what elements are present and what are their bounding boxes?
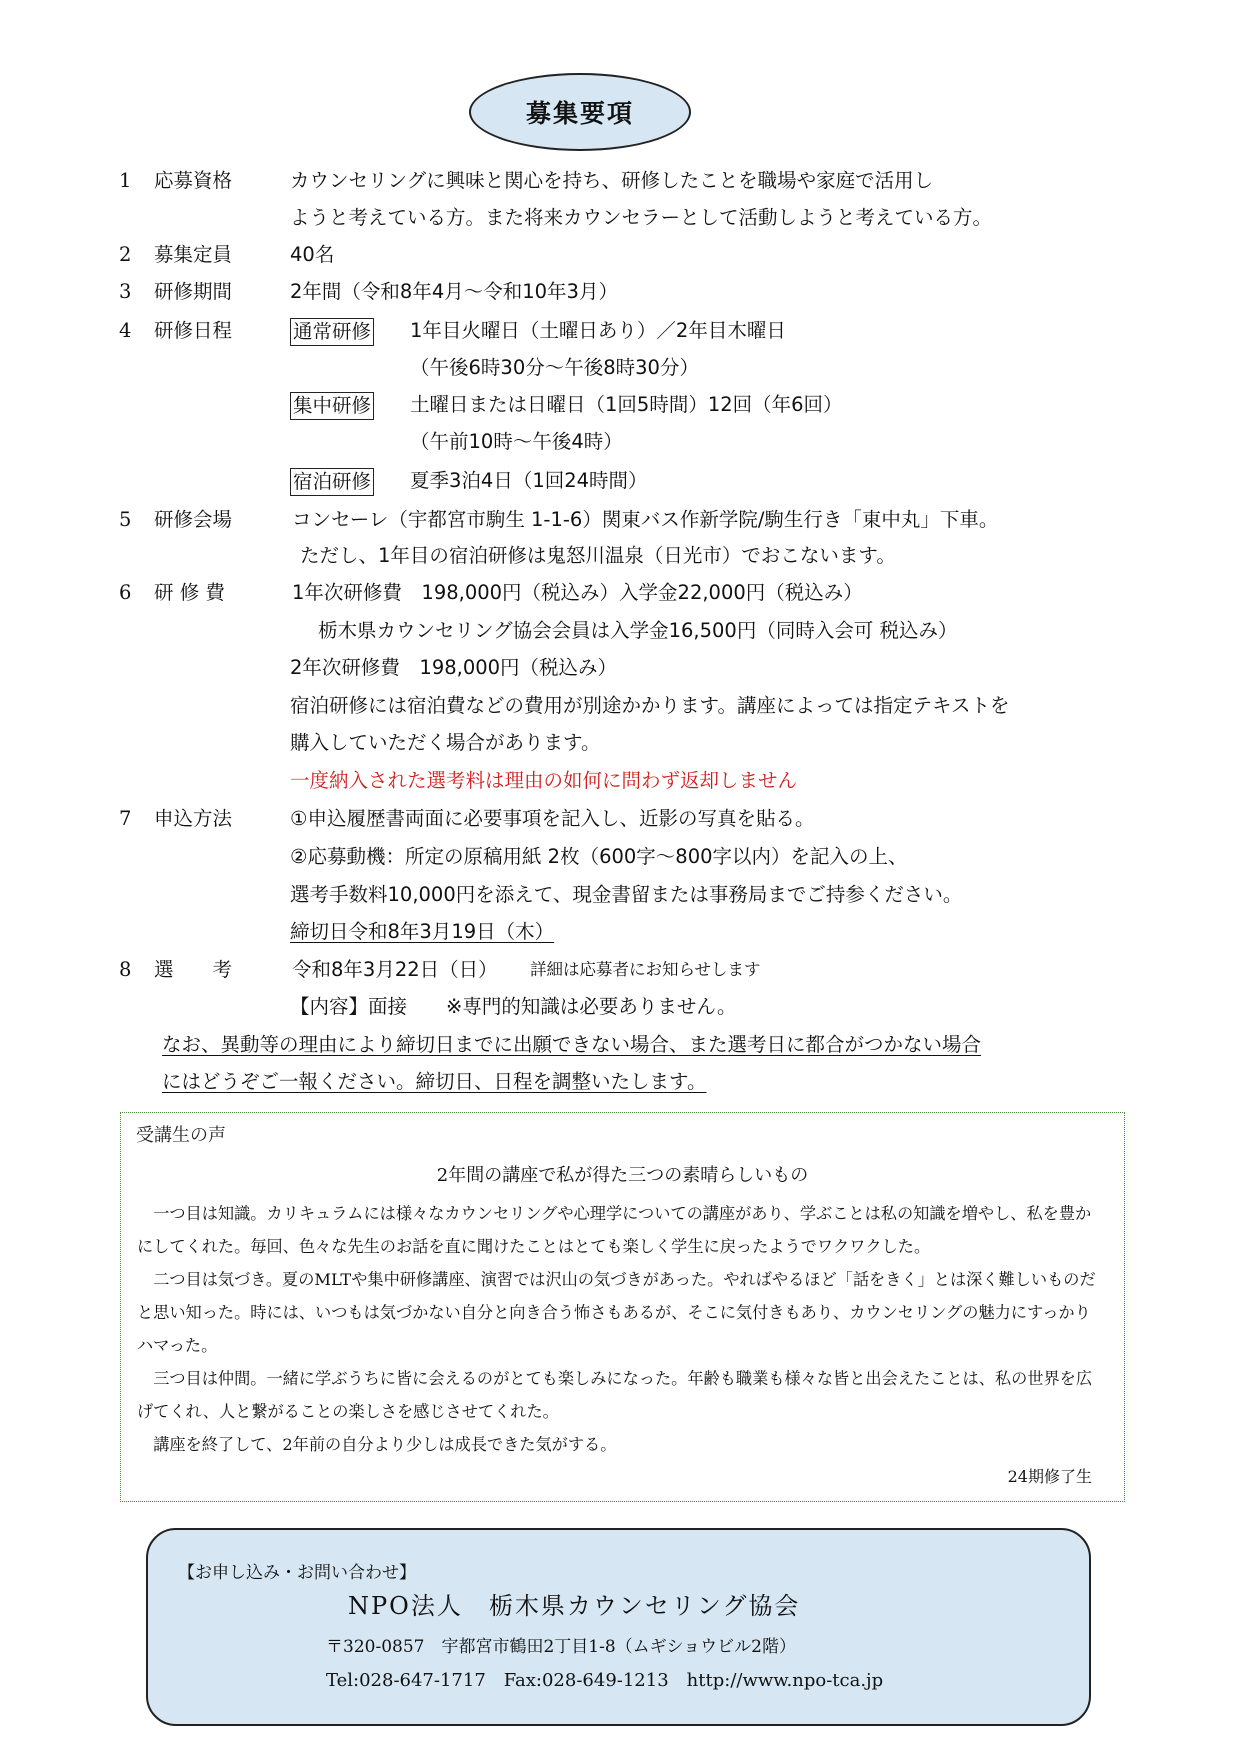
notice-line: なお、異動等の理由により締切日までに出願できない場合、また選考日に都合がつかない場合	[162, 1033, 982, 1056]
item-text: 2年次研修費 198,000円（税込み）	[290, 656, 618, 679]
session-text: 1年目火曜日（土曜日あり）／2年目木曜日	[410, 319, 786, 342]
item-label: 募集定員	[154, 243, 233, 266]
item-number: 8	[119, 958, 132, 981]
item-label: 選 考	[154, 958, 233, 981]
contact-box	[146, 1528, 1091, 1726]
voices-heading: 2年間の講座で私が得た三つの素晴らしいもの	[436, 1165, 809, 1186]
voices-paragraph: 一つ目は知識。カリキュラムには様々なカウンセリングや心理学についての講座があり、学ぶことは私の知識を増やし、私を豊かにしてくれた。毎回、色々な先生のお話を直に聞けたことはとても楽しく学生に戻ったようでワクワクした。	[137, 1204, 1092, 1256]
item-text: ただし、1年目の宿泊研修は鬼怒川温泉（日光市）でおこないます。	[300, 544, 896, 567]
session-sub: （午後6時30分～午後8時30分）	[410, 356, 699, 379]
session-tag: 宿泊研修	[290, 468, 374, 496]
selection-content: 【内容】面接 ※専門的知識は必要ありません。	[290, 995, 737, 1018]
item-text: ようと考えている方。また将来カウンセラーとして活動しようと考えている方。	[290, 206, 993, 229]
session-tag: 通常研修	[290, 318, 374, 346]
organization-name: NPO法人 栃木県カウンセリング協会	[348, 1592, 801, 1620]
session-text: 夏季3泊4日（1回24時間）	[410, 469, 648, 492]
refund-warning: 一度納入された選考料は理由の如何に問わず返却しません	[290, 769, 798, 792]
notice-line: にはどうぞご一報ください。締切日、日程を調整いたします。	[162, 1070, 707, 1093]
voices-body	[137, 1197, 1104, 1461]
voices-paragraph: 二つ目は気づき。夏のMLTや集中研修講座、演習では沢山の気づきがあった。やればやるほど「話をきく」とは深く難しいものだと思い知った。時には、いつもは気づかない自分と向き合う怖さもあるが、そこに気付きもあり、カウンセリングの魅力にすっかりハマった。	[137, 1270, 1096, 1355]
selection-note: 詳細は応募者にお知らせします	[530, 960, 761, 979]
student-voices-box	[120, 1112, 1125, 1502]
item-label: 研修会場	[154, 508, 233, 531]
item-text: ①申込履歴書両面に必要事項を記入し、近影の写真を貼る。	[290, 807, 815, 830]
voices-title: 受講生の声	[136, 1125, 226, 1146]
selection-date: 令和8年3月22日（日）	[292, 958, 498, 981]
item-number: 5	[119, 508, 132, 531]
item-text: 宿泊研修には宿泊費などの費用が別途かかります。講座によっては指定テキストを	[290, 694, 1010, 717]
item-text: 2年間（令和8年4月～令和10年3月）	[290, 280, 618, 303]
voices-paragraph: 講座を終了して、2年前の自分より少しは成長できた気がする。	[153, 1435, 617, 1454]
item-text: 栃木県カウンセリング協会会員は入学金16,500円（同時入会可 税込み）	[318, 619, 958, 642]
item-text: ②応募動機：所定の原稿用紙 2枚（600字～800字以内）を記入の上、	[290, 845, 908, 868]
item-number: 7	[119, 807, 132, 830]
page-title: 募集要項	[469, 73, 691, 151]
item-label: 研 修 費	[154, 581, 225, 604]
deadline: 締切日令和8年3月19日（木）	[290, 920, 555, 943]
item-label: 研修期間	[154, 280, 233, 303]
voices-paragraph: 三つ目は仲間。一緒に学ぶうちに皆に会えるのがとても楽しみになった。年齢も職業も様々な皆と出会えたことは、私の世界を広げてくれ、人と繋がることの楽しさを感じさせてくれた。	[137, 1369, 1093, 1421]
address: 〒320-0857 宇都宮市鶴田2丁目1-8（ムギショウビル2階）	[326, 1637, 796, 1657]
item-label: 研修日程	[154, 319, 233, 342]
item-number: 4	[119, 319, 132, 342]
item-number: 6	[119, 581, 132, 604]
item-number: 3	[119, 280, 132, 303]
phone-fax-url[interactable]: Tel:028-647-1717 Fax:028-649-1213 http://www.npo-tca.jp	[326, 1670, 884, 1691]
item-label: 応募資格	[154, 169, 233, 192]
session-tag: 集中研修	[290, 392, 374, 420]
item-text: 1年次研修費 198,000円（税込み）入学金22,000円（税込み）	[292, 581, 863, 604]
session-text: 土曜日または日曜日（1回5時間）12回（年6回）	[410, 393, 843, 416]
item-text: 選考手数料10,000円を添えて、現金書留または事務局までご持参ください。	[290, 883, 963, 906]
session-sub: （午前10時～午後4時）	[410, 430, 623, 453]
item-text: コンセーレ（宇都宮市駒生 1-1-6）関東バス作新学院/駒生行き「東中丸」下車。	[292, 508, 999, 531]
item-text: 40名	[290, 243, 335, 266]
item-text: 購入していただく場合があります。	[290, 731, 601, 754]
voices-signature: 24期修了生	[1007, 1467, 1092, 1486]
contact-title: 【お申し込み・お問い合わせ】	[178, 1563, 416, 1583]
item-label: 申込方法	[154, 807, 233, 830]
item-text: カウンセリングに興味と関心を持ち、研修したことを職場や家庭で活用し	[290, 169, 934, 192]
item-number: 1	[119, 169, 132, 192]
item-number: 2	[119, 243, 132, 266]
